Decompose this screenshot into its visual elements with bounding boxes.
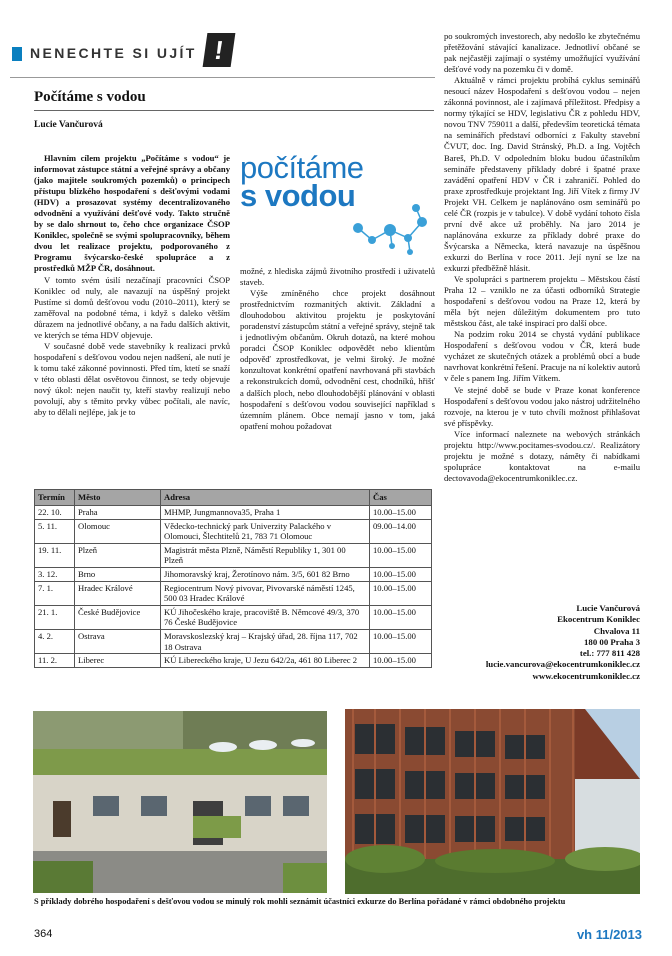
table-row [35, 543, 432, 567]
table-row [35, 519, 432, 543]
date-cell: 4. 2. [35, 629, 75, 653]
address-cell: Vědecko-technický park Univerzity Palackého v Olomouci, Šlechtitelů 21, 783 71 Olomouc [161, 519, 370, 543]
green-roof-photo [33, 711, 327, 893]
time-cell: 10.00–15.00 [370, 506, 432, 520]
paragraph: Více informací naleznete na webových stránkách projektu http://www.pocitames-svodou.cz/. Realizátory projektu je možné s dotazy, náměty či nabídkami spolupráce kontaktovat na e-mailu dectovavoda@ekocentrumkoniklec.cz. [444, 428, 640, 483]
signature-name: Lucie Vančurová [576, 603, 640, 613]
paragraph: možné, z hlediska zájmů životního prostředí i uživatelů staveb. [240, 266, 435, 288]
exclamation-badge: ! [203, 33, 236, 67]
section-header [10, 33, 240, 73]
table-row [35, 605, 432, 629]
time-cell: 10.00–15.00 [370, 567, 432, 581]
issue-label: vh 11/2013 [576, 927, 642, 942]
time-cell: 10.00–15.00 [370, 581, 432, 605]
signature-email[interactable]: lucie.vancurova@ekocentrumkoniklec.cz [485, 659, 640, 670]
article-title: Počítáme s vodou [34, 89, 146, 105]
photo-caption: S příklady dobrého hospodaření s dešťovou vodou se minulý rok mohli seznámit účastníci exkurze do Berlína pořádané v rámci obdobného projektu [34, 897, 566, 906]
city-cell: Plzeň [75, 543, 161, 567]
header-divider [10, 77, 435, 78]
paragraph: Na podzim roku 2014 se chystá vydání publikace Hospodaření s dešťovou vodou v ČR, která bude vycházet ze skutečných otázek a problémů obcí a bude navrhovat konkrétní řešení. Pracuje na ní kolektiv autorů v čele s panem Ing. Jiřím Vítkem. [444, 329, 640, 384]
column-header-city: Město [75, 490, 161, 506]
city-cell: Praha [75, 506, 161, 520]
date-cell: 7. 1. [35, 581, 75, 605]
city-cell: Liberec [75, 654, 161, 668]
city-cell: Ostrava [75, 629, 161, 653]
date-cell: 21. 1. [35, 605, 75, 629]
modern-building-photo [345, 709, 640, 894]
time-cell: 09.00–14.00 [370, 519, 432, 543]
date-cell: 5. 11. [35, 519, 75, 543]
title-divider [34, 110, 434, 111]
logo-line-2: s vodou [240, 178, 356, 213]
time-cell: 10.00–15.00 [370, 654, 432, 668]
table-row [35, 581, 432, 605]
paragraph: Ve spolupráci s partnerem projektu – Městskou částí Praha 12 – vzniklo ne za účasti odborníků Strategie hospodaření s dešťovou vodou na Praze 12, která by měla být nejen důležitým dokumentem pro tuto městskou část, ale také inspirací pro další obce. [444, 274, 640, 329]
address-cell: Regiocentrum Nový pivovar, Pivovarské náměstí 1245, 500 03 Hradec Králové [161, 581, 370, 605]
date-cell: 11. 2. [35, 654, 75, 668]
address-cell: Magistrát města Plzně, Náměstí Republiky 1, 301 00 Plzeň [161, 543, 370, 567]
city-cell: Brno [75, 567, 161, 581]
section-label: NENECHTE SI UJÍT [30, 45, 197, 61]
city-cell: Olomouc [75, 519, 161, 543]
address-cell: KÚ Libereckého kraje, U Jezu 642/2a, 461 80 Liberec 2 [161, 654, 370, 668]
column-2 [240, 266, 435, 484]
water-molecule-icon [240, 150, 435, 260]
time-cell: 10.00–15.00 [370, 629, 432, 653]
table-row [35, 654, 432, 668]
paragraph: V tomto svém úsilí nezačínají pracovníci ČSOP Koniklec od nuly, ale navazují na úspěšný projekt Pustíme si domů dešťovou vodu (2010–2011), který se zaměřoval na podobné téma, i když s daleko větším důrazem na jednotlivé občany, a na řadu dalších aktivit, ve kterých se téma HDV objevuje. [34, 274, 230, 340]
paragraph: po soukromých investorech, aby nedošlo ke zbytečnému přetěžování stávající kanalizace. Jednotliví občané se pak nejčastěji zajímají o systémy umožňující využívání dešťové vody na pozemku či v domě. [444, 31, 640, 75]
paragraph: Ve stejné době se bude v Praze konat konference Hospodaření s dešťovou vodou jako nástroj udržitelného rozvoje, na kterou je v tuto chvíli možnost přihlašovat své příspěvky. [444, 384, 640, 428]
signature-city: 180 00 Praha 3 [584, 636, 640, 647]
column-1 [34, 153, 230, 483]
logo-line-1: počítáme [240, 150, 364, 185]
time-cell: 10.00–15.00 [370, 605, 432, 629]
signature-org: Ekocentrum Koniklec [557, 614, 640, 625]
paragraph: Výše zmíněného chce projekt dosáhnout prostřednictvím rozmanitých aktivit. Základní a dlouhodobou aktivitou projektu je poskytování poradenství zástupcům státní a veřejné správy, stejně tak i jednotlivým občanům. Okruh dotazů, na které mohou poradci ČSOP Koniklec odpovědět nebo klientům odpověď zprostředkovat, je velmi široký. Je možné konzultovat konkrétní opatření navrhovaná při stavbách a rekonstrukcích domů, odvodnění cest, chodníků, hřišť a dalších ploch, nebo dlouhodobější plánování v oblasti hospodaření s dešťovou vodou související například s územním plánem. Obce nemají jasno v tom, jaká opatření mohou požadovat [240, 288, 435, 431]
paragraph: V současné době vede stavebníky k realizaci prvků hospodaření s dešťovou vodou nejen nadšení, ale nutí je k tomu také zákonné povinnosti. Před tím, ktetí se snaží v této oblasti dělat osvětovou činnost, se tedy objevuje nový úkol: nejen naučit ty, kteří stavby realizují nebo povolují, aby s těmito prvky vůbec počítali, ale navíc, aby to dělali nejlépe, jak je to [34, 340, 230, 418]
seminar-schedule-table [34, 489, 432, 668]
table-row [35, 567, 432, 581]
table-header-row [35, 490, 432, 506]
lead-paragraph: Hlavním cílem projektu „Počítáme s vodou“ je informovat zástupce státní a veřejné správy a občany (jako majitele soukromých pozemků) o principech přístupu blízkého hospodaření s dešťovými vodami (HDV) a prosazovat systémy decentralizovaného odvodnění a využívání dešťové vody. Takto stručně by se dalo shrnout to, čeho chce organizace ČSOP Koniklec, společně se svými spolupracovníky, během dvou let realizace projektu, podporovaného z Programu švýcarsko-české spolupráce a z prostředků MŽP ČR, dosáhnout. [34, 153, 230, 274]
article-author: Lucie Vančurová [34, 120, 103, 130]
address-cell: KÚ Jihočeského kraje, pracoviště B. Němcové 49/3, 370 76 České Budějovice [161, 605, 370, 629]
paragraph: Aktuálně v rámci projektu probíhá cyklus seminářů nesoucí název Hospodaření s dešťovou vodou – nejen zákonná povinnost, ale i zajímavá příležitost. Předpisy a normy týkající se HDV, legislativu ČR z pohledu HDV, novou TNV 759011 a další, především teoretická témata na seminářích představí odborníci z Fakulty stavební ČVUT, doc. Ing. David Stránský, Ph.D. a Ing. Vojtěch Bareš, Ph.D. V odpoledním bloku budou účastníkům semináře představeny příklady dobré i špatné praxe zavádění opatření HDV v ČR i zahraničí. Pohled do praxe zprostředkuje projektant Ing. Jiří Vítek z firmy JV Projekt VH. Celkem je naplánováno osm seminářů po celé ČR (rozpis je v tabulce). V době vydání tohoto čísla první dvě akce už proběhly. Na jaro 2014 je naplánována exkurze za příklady dobré praxe do Švýcarska a Německa, která navazuje na úspěšnou exkurzi do Berlína v roce 2011. Její nyní se lze na exkurzi předběžně hlásit. [444, 75, 640, 273]
city-cell: Hradec Králové [75, 581, 161, 605]
signature-phone: tel.: 777 811 428 [579, 648, 640, 659]
table-row [35, 506, 432, 520]
date-cell: 3. 12. [35, 567, 75, 581]
column-3 [444, 31, 640, 631]
date-cell: 19. 11. [35, 543, 75, 567]
address-cell: Moravskoslezský kraj – Krajský úřad, 28. října 117, 702 18 Ostrava [161, 629, 370, 653]
address-cell: MHMP, Jungmannova35, Praha 1 [161, 506, 370, 520]
time-cell: 10.00–15.00 [370, 543, 432, 567]
author-signature [444, 603, 640, 682]
signature-web[interactable]: www.ekocentrumkoniklec.cz [532, 670, 640, 681]
table-row [35, 629, 432, 653]
project-logo [240, 150, 435, 260]
column-header-address: Adresa [161, 490, 370, 506]
section-marker [12, 47, 22, 61]
column-header-time: Čas [370, 490, 432, 506]
page-number: 364 [34, 928, 53, 940]
signature-street: Chvalova 11 [593, 625, 640, 636]
address-cell: Jihomoravský kraj, Žerotínovo nám. 3/5, 601 82 Brno [161, 567, 370, 581]
city-cell: České Budějovice [75, 605, 161, 629]
date-cell: 22. 10. [35, 506, 75, 520]
column-header-date: Termín [35, 490, 75, 506]
